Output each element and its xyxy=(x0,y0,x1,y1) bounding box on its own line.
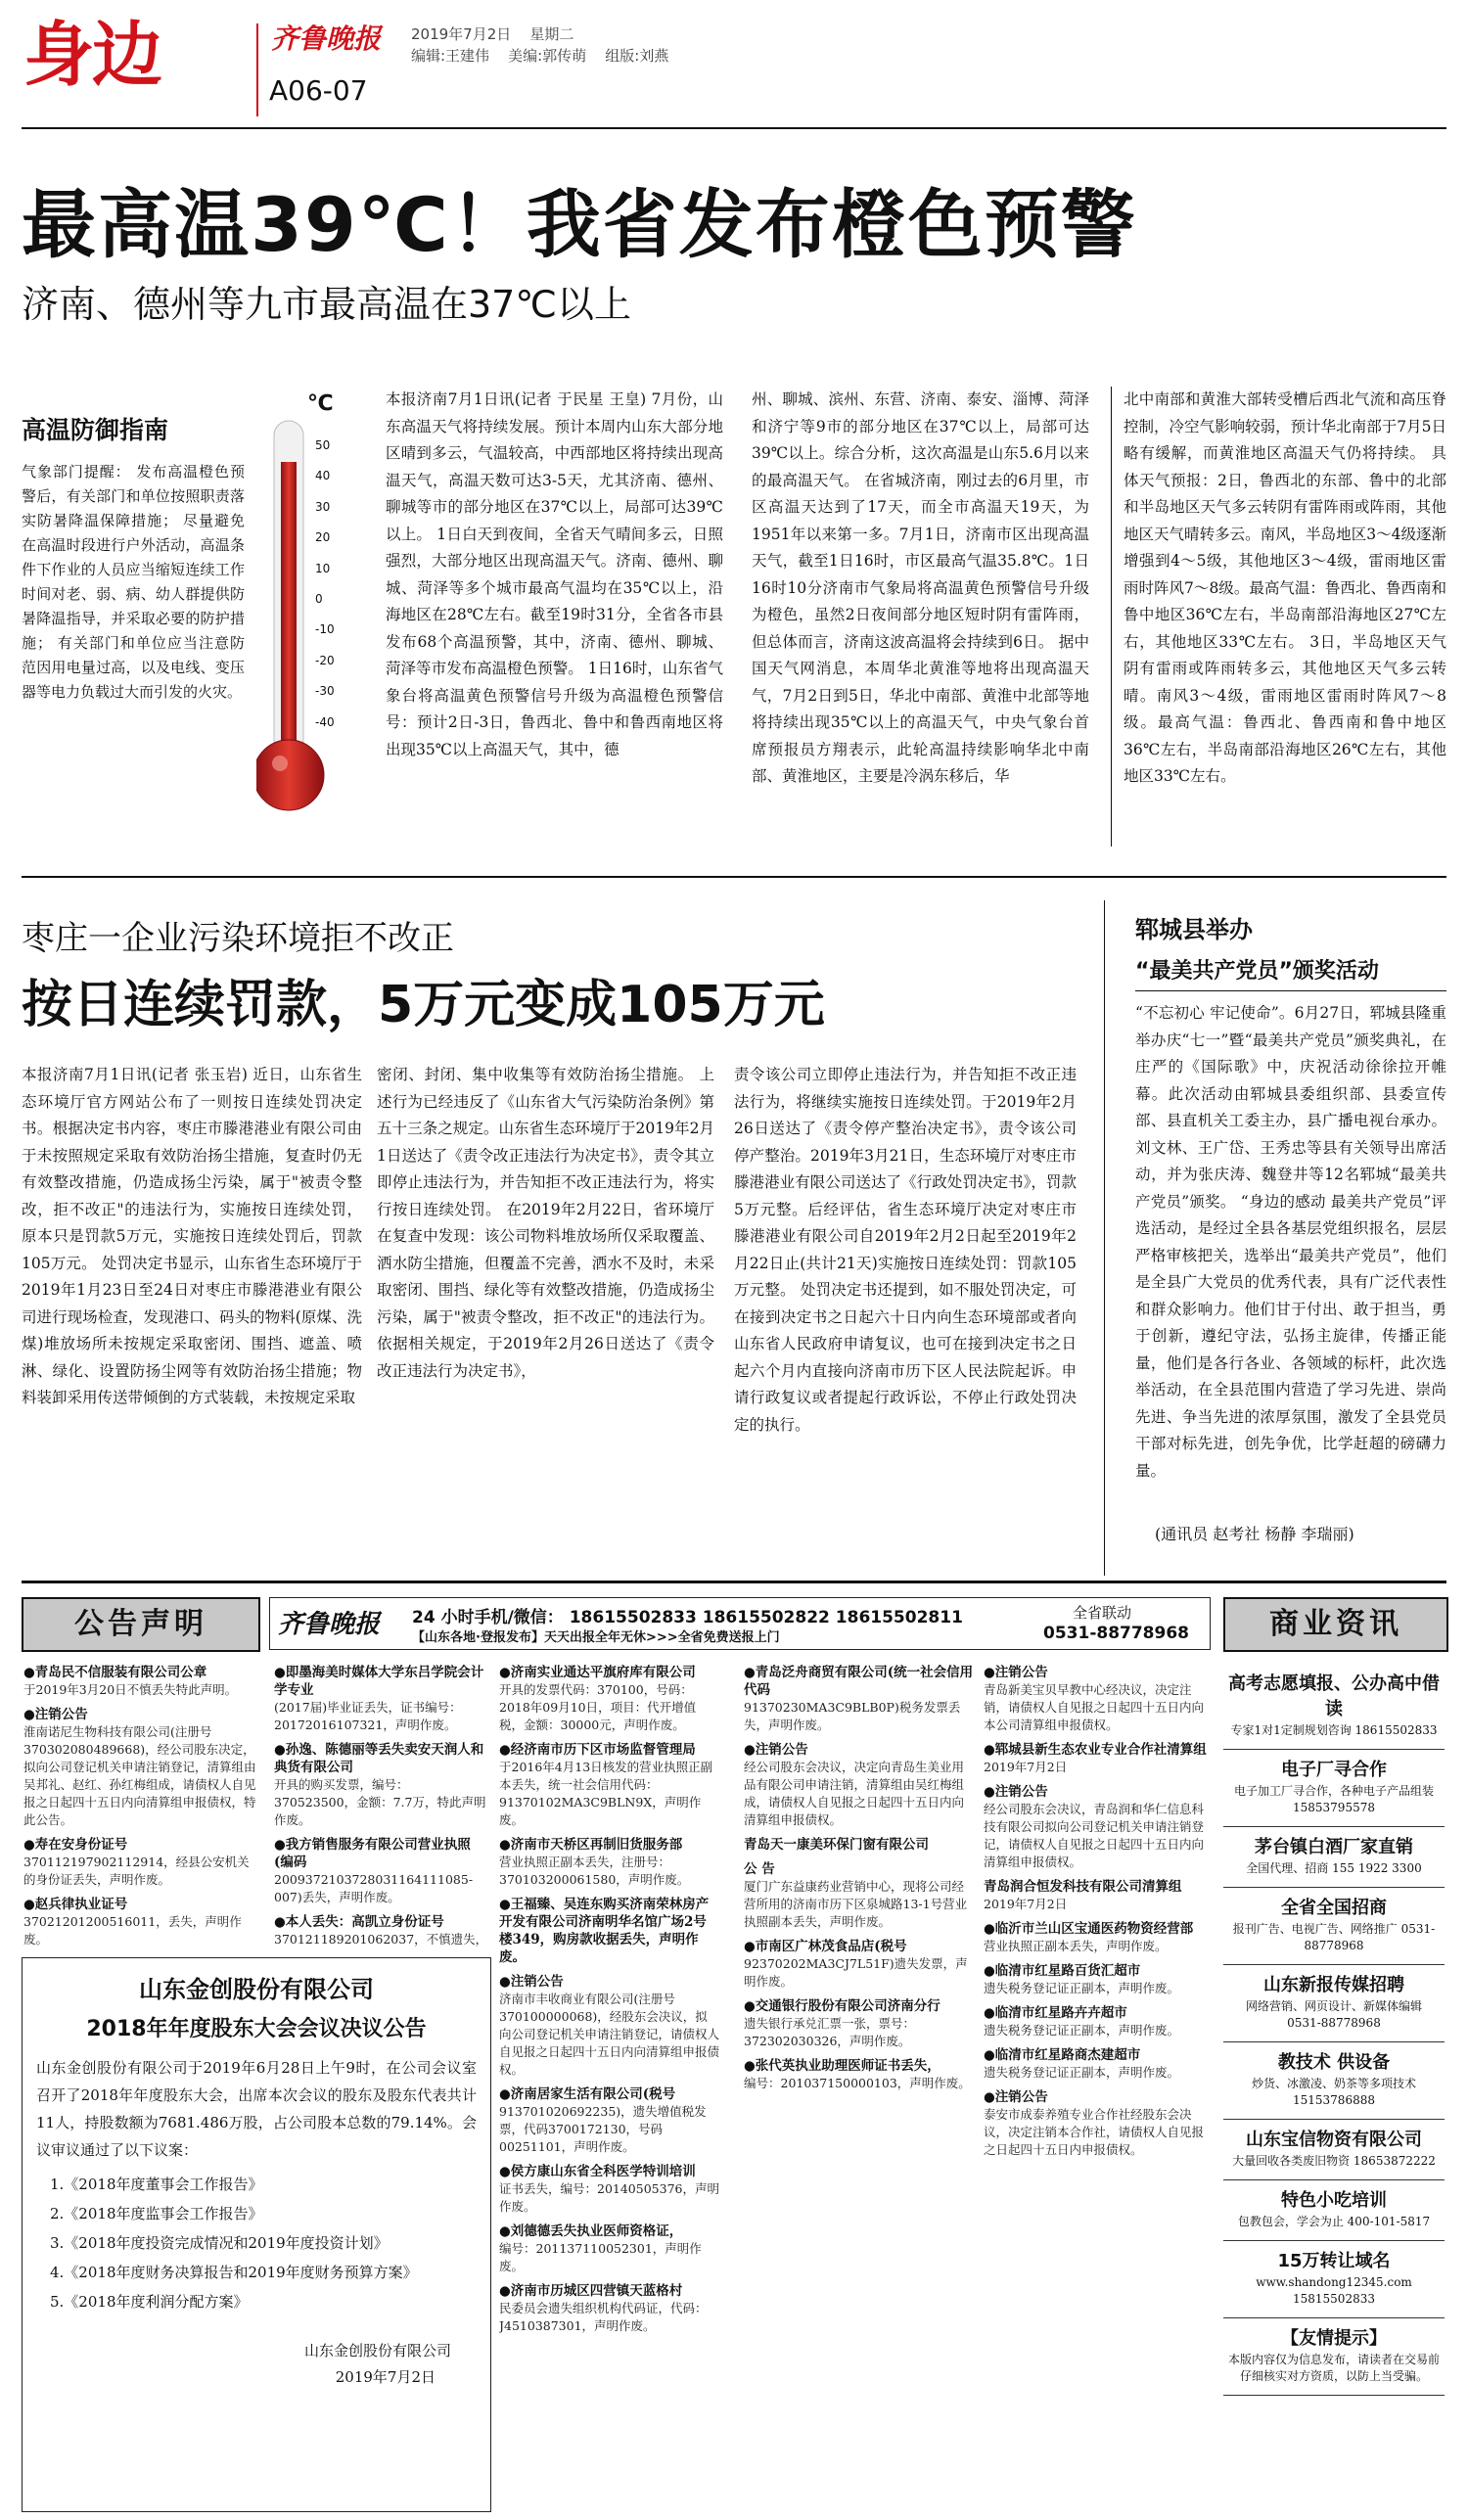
classified-ad-text: 遗失税务登记证正副本，声明作废。 xyxy=(984,2065,1180,2080)
classified-ad-title: ●我方销售服务有限公司营业执照(编码 xyxy=(274,1837,471,1870)
notice-item: 5.《2018年度利润分配方案》 xyxy=(50,2293,249,2311)
business-ad-text: 本版内容仅为信息发布，请读者在交易前仔细核实对方资质，以防上当受骗。 xyxy=(1227,2353,1440,2383)
classified-ad-title: ●注销公告 xyxy=(984,1665,1048,1680)
tick: 20 xyxy=(315,530,331,545)
side-story-rule xyxy=(1135,990,1446,991)
classified-ad-text: 于2016年4月13日核发的营业执照正副本丢失，统一社会信用代码：91370102MA3C9BLN9X，声明作废。 xyxy=(499,1760,713,1827)
business-ad-text: 报刊广告、电视广告、网络推广 0531-88778968 xyxy=(1232,1922,1436,1952)
classified-ad xyxy=(23,1706,258,1829)
classified-ad xyxy=(984,1962,1209,1997)
classified-ad-text: 遗失税务登记证正副本，声明作废。 xyxy=(984,2023,1180,2038)
classified-ad-title: ●郓城县新生态农业专业合作社清算组 xyxy=(984,1742,1207,1758)
classified-ad xyxy=(984,1664,1209,1734)
classified-ad-text: 开具的发票代码：370100，号码：2018年09月10日，项目：代开增值税，金额：30000元，声明作废。 xyxy=(499,1682,697,1732)
notice-signature: 山东金创股份有限公司 xyxy=(303,2342,451,2360)
business-ad-text: 电子加工厂寻合作，各种电子产品组装 15853795578 xyxy=(1233,1784,1434,1814)
story2-kicker: 枣庄一企业污染环境拒不改正 xyxy=(22,919,454,958)
masthead xyxy=(0,0,1468,132)
business-ad-text: 包教包会，学会为止 400-101-5817 xyxy=(1237,2215,1431,2228)
classified-ad-text: 2009372103728031164111085-007)丢失，声明作废。 xyxy=(274,1872,474,1904)
announcement-box-title: 公告声明 xyxy=(22,1597,260,1652)
story2-headline: 按日连续罚款，5万元变成105万元 xyxy=(22,976,825,1034)
classified-ad xyxy=(274,1664,489,1734)
classified-ad xyxy=(984,1783,1209,1871)
classified-ad-title: ●青岛泛舟商贸有限公司(统一社会信用代码 xyxy=(744,1665,974,1698)
classified-ad xyxy=(274,1836,489,1906)
classified-ad xyxy=(499,1973,719,2079)
classified-ad xyxy=(23,1664,258,1699)
classified-ad-title: ●注销公告 xyxy=(984,1784,1048,1800)
classified-ad-title: ●临清市红星路卉卉超市 xyxy=(984,2005,1127,2021)
lead-headline: 最高温39℃！我省发布橙色预警 xyxy=(22,181,1137,268)
business-ad-title: 全省全国招商 xyxy=(1281,1898,1387,1918)
classified-ad-text: 913701020692235)，遗失增值税发票，代码3700172130，号码00251101，声明作废。 xyxy=(499,2104,707,2154)
ads-paper-logo: 齐鲁晚报 xyxy=(278,1610,381,1639)
classified-ad xyxy=(984,2004,1209,2039)
side-story-body: “不忘初心 牢记使命”。6月27日，郓城县隆重举办庆“七一”暨“最美共产党员”颁奖典礼，在庄严的《国际歌》中，庆祝活动徐徐拉开帷幕。此次活动由郓城县委组织部、县委宣传部、县直机关工委主办，县广播电视台承办。刘文林、王广岱、王秀忠等县有关领导出席活动，并为张庆涛、魏登井等12名郓城“最美共产党员”颁奖。 “身边的感动 最美共产党员”评选活动，是经过全县各基层党组织报名，层层严格审核把关，选举出“最美共产党员”，他们是全县广大党员的优秀代表，具有广泛代表性和群众影响力。他们甘于付出、敢于担当，勇于创新，遵纪守法，弘扬主旋律，传播正能量，他们是各行各业、各领域的标杆，此次选举活动，在全县范围内营造了学习先进、崇尚先进、争当先进的浓厚氛围，激发了全县党员干部对标先进，创先争优，比学赶超的磅礴力量。 xyxy=(1135,1004,1446,1480)
lead-col-3: 北中南部和黄淮大部转受槽后西北气流和高压脊控制，冷空气影响较弱，预计华北南部于7月5日略有缓解，而黄淮地区高温天气仍将持续。 具体天气预报：2日，鲁西北的东部、鲁中的北部和半岛地区天气多云转阴有雷阵雨或阵雨，其他地区天气晴转多云。南风，半岛地区3～4级逐渐增强到4～5级，其他地区3～4级，雷雨地区雷雨时阵风7～8级。最高气温：鲁西北、鲁西南和鲁中地区36℃左右，半岛南部沿海地区27℃左右，其他地区33℃左右。 3日，半岛地区天气阴有雷雨或阵雨转多云，其他地区天气多云转晴。南风3～4级，雷雨地区雷雨时阵风7～8级。最高气温：鲁西北、鲁西南和鲁中地区36℃左右，半岛南部沿海地区26℃左右，其他地区33℃左右。 xyxy=(1124,390,1446,785)
ads-top-rule xyxy=(22,1581,1446,1583)
classified-ad-text: 厦门广东益康药业营销中心，现将公司经营所用的济南市历下区泉城路13-1号营业执照副本丢失，声明作废。 xyxy=(744,1879,968,1929)
classified-ad xyxy=(23,1836,258,1889)
classified-ad xyxy=(499,2222,719,2275)
thermometer-illustration xyxy=(256,391,364,822)
classified-ad-title: ●济南市天桥区再制旧货服务部 xyxy=(499,1837,683,1853)
column-divider xyxy=(1104,900,1105,1576)
business-ad-text: 网络营销、网页设计、新媒体编辑 0531-88778968 xyxy=(1245,1999,1422,2030)
classified-ad-title: ●王福臻、吴连东购买济南荣林房产开发有限公司济南明华名馆广场2号楼349，购房款收据丢失，声明作废。 xyxy=(499,1897,710,1965)
business-ad xyxy=(1223,1965,1445,2042)
thermometer-unit: ℃ xyxy=(307,391,334,416)
story2-col-1: 本报济南7月1日讯(记者 张玉岩) 近日，山东省生态环境厅官方网站公布了一则按日连续处罚决定书。根据决定书内容，枣庄市滕港港业有限公司由于未按照规定采取有效防治扬尘措施，复查时仍无有效整改措施，仍造成扬尘污染，属于"被责令整改，拒不改正"的违法行为，实施按日连续处罚，原本只是罚款5万元，实施按日连续处罚后，罚款105万元。 处罚决定书显示，山东省生态环境厅于2019年1月23日至24日对枣庄市滕港港业有限公司进行现场检查，发现港口、码头的物料(原煤、洗煤)堆放场所未按规定采取密闭、围挡、遮盖、喷淋、绿化、设置防扬尘网等有效防治扬尘措施；物料装卸采用传送带倾倒的方式装载，未按规定采取 xyxy=(22,1066,362,1406)
classified-ad-text: 经公司股东会决议，决定向青岛生美业用品有限公司申请注销，清算组由吴红梅组成，请债权人自见报之日起四十五日内向清算组申报债权。 xyxy=(744,1760,965,1827)
classified-ad-title: ●注销公告 xyxy=(984,2089,1048,2105)
business-ad-title: 15万转让域名 xyxy=(1277,2251,1391,2271)
classified-ad xyxy=(499,1896,719,1966)
business-ad xyxy=(1223,1827,1445,1888)
notice-title: 2018年年度股东大会会议决议公告 xyxy=(86,2017,427,2041)
tick: -40 xyxy=(315,714,335,729)
business-ad-text: 全国代理、招商 155 1922 3300 xyxy=(1246,1861,1422,1875)
business-ad xyxy=(1223,2318,1445,2396)
classified-ad-title: ●本人丢失：高凯立身份证号 xyxy=(274,1914,444,1930)
business-ad-title: 茅台镇白酒厂家直销 xyxy=(1255,1837,1413,1857)
classified-ad xyxy=(744,1741,974,1829)
classified-ad-title: ●刘德德丢失执业医师资格证， xyxy=(499,2223,683,2239)
proofreader: 组版:刘燕 xyxy=(605,47,669,65)
classified-ad-text: 编号：201137110052301，声明作废。 xyxy=(499,2241,702,2273)
guide-title: 高温防御指南 xyxy=(22,416,169,444)
classified-ad-text: 370121189201062037，不慎遗失， xyxy=(274,1932,488,1947)
classified-ad-title: 公 告 xyxy=(744,1861,775,1877)
notice-item: 3.《2018年度投资完成情况和2019年度投资计划》 xyxy=(50,2234,389,2252)
side-story-byline: (通讯员 赵考社 杨静 李瑞丽) xyxy=(1155,1525,1354,1543)
classified-ad-title: ●交通银行股份有限公司济南分行 xyxy=(744,1998,940,2014)
business-ad xyxy=(1223,2120,1445,2180)
credits xyxy=(411,45,668,66)
tick: -10 xyxy=(315,622,335,637)
editor: 编辑:王建伟 xyxy=(411,47,490,65)
tick: 40 xyxy=(315,469,331,483)
business-ad xyxy=(1223,1888,1445,1965)
lead-col-2: 州、聊城、滨州、东营、济南、泰安、淄博、菏泽和济宁等9市的部分地区在37℃以上，局部可达39℃以上。综合分析，这次高温是山东5.6月以来的最高温天气。 在省城济南，刚过去的6月里，市区高温天达到了17天，而全市高温天19天，为1951年以来第一多。7月1日，济南市区出现高温天气，截至1日16时，市区最高气温35.8℃。1日16时10分济南市气象局将高温黄色预警信号升级为橙色，虽然2日夜间部分地区短时阴有雷阵雨，但总体而言，济南这波高温将会持续到6日。 据中国天气网消息，本周华北黄淮等地将出现高温天气，7月2日到5日，华北中南部、黄淮中北部等地将持续出现35℃以上的高温天气，中央气象台首席预报员方翔表示，此轮高温持续影响华北中南部、黄淮地区，主要是冷涡东移后，华 xyxy=(752,390,1089,785)
classified-ad-text: 91370230MA3C9BLB0P)税务发票丢失，声明作废。 xyxy=(744,1700,961,1732)
classified-ad-title: ●注销公告 xyxy=(499,1974,564,1990)
ads-column-2 xyxy=(274,1664,489,1947)
classified-ad-text: 泰安市成泰养殖专业合作社经股东会决议，决定注销本合作社，请债权人自见报之日起四十五日内申报债权。 xyxy=(984,2107,1205,2157)
section-rule xyxy=(22,876,1446,878)
classified-ad-text: 编号：201037150000103，声明作废。 xyxy=(744,2076,971,2090)
ads-column-1 xyxy=(23,1664,258,1947)
header-rule xyxy=(22,127,1446,129)
business-ad-text: 炒货、冰激凌、奶茶等多项技术 15153786888 xyxy=(1251,2077,1416,2107)
classified-ad-title: ●济南居家生活有限公司(税号 xyxy=(499,2086,676,2102)
tick: 0 xyxy=(315,592,323,607)
shareholder-notice xyxy=(22,1957,491,2512)
business-ad xyxy=(1223,2180,1445,2241)
story2-col-2: 密闭、封闭、集中收集等有效防治扬尘措施。 上述行为已经违反了《山东省大气污染防治条例》第五十三条之规定。山东省生态环境厅于2019年2月1日送达了《责令改正违法行为决定书》，责令其立即停止违法行为，并告知拒不改正违法行为，将实行按日连续处罚。 在2019年2月22日，省环境厅在复查中发现：该公司物料堆放场所仅采取覆盖、洒水防尘措施，但覆盖不完善，洒水不及时，未采取密闭、围挡、绿化等有效整改措施，仍造成扬尘污染，属于"被责令整改，拒不改正"的违法行为。 依据相关规定，于2019年2月26日送达了《责令改正违法行为决定书》， xyxy=(377,1066,714,1380)
classified-ad xyxy=(984,1920,1209,1955)
ads-phones xyxy=(412,1603,963,1627)
classified-ad-text: 2019年7月2日 xyxy=(984,1897,1068,1911)
business-box-title: 商业资讯 xyxy=(1223,1597,1448,1652)
business-ad-title: 特色小吃培训 xyxy=(1281,2190,1387,2211)
classified-ad-text: 37021201200516011，丢失，声明作废。 xyxy=(23,1914,242,1947)
side-story-kicker: 郓城县举办 xyxy=(1135,916,1253,943)
classified-ad-text: 92370202MA3CJ7L51F)遗失发票，声明作废。 xyxy=(744,1956,968,1989)
classified-ad-text: 遗失银行承兑汇票一张，票号：372302030326，声明作废。 xyxy=(744,2016,916,2048)
business-ad xyxy=(1223,2042,1445,2120)
hotline-label: 全省联动 xyxy=(1073,1604,1132,1622)
lead-subhead: 济南、德州等九市最高温在37℃以上 xyxy=(22,283,632,326)
classified-ad-title: ●注销公告 xyxy=(23,1707,88,1722)
classified-ad-title: ●临清市红星路商杰建超市 xyxy=(984,2047,1141,2063)
thermometer-icon xyxy=(256,391,364,822)
classified-ad-title: ●济南实业通达平旗府库有限公司 xyxy=(499,1665,696,1680)
section-name: 身边 xyxy=(23,14,161,96)
classified-ad-title: ●孙逸、陈德丽等丢失卖安天润人和典货有限公司 xyxy=(274,1742,484,1775)
classified-ad-title: ●赵兵律执业证号 xyxy=(23,1897,128,1912)
classified-ad-title: ●寿在安身份证号 xyxy=(23,1837,128,1853)
classified-ad-text: 2019年7月2日 xyxy=(984,1760,1068,1774)
ads-slogan: 【山东各地·登报发布】天天出报全年无休>>>全省免费送报上门 xyxy=(412,1630,780,1645)
guide-body: 气象部门提醒： 发布高温橙色预警后，有关部门和单位按照职责落实防暑降温保障措施； 尽量避免在高温时段进行户外活动，高温条件下作业的人员应当缩短连续工作时间对老、弱、病、幼人群提供防暑降温指导，并采取必要的防护措施； 有关部门和单位应当注意防范因用电量过高，以及电线、变压器等电力负载过大而引发的火灾。 xyxy=(22,463,245,701)
classified-ad xyxy=(984,1878,1209,1913)
classified-ad xyxy=(744,1836,974,1854)
classified-ad-title: 青岛润合恒发科技有限公司清算组 xyxy=(984,1879,1182,1895)
classified-ad-title: 青岛天一康美环保门窗有限公司 xyxy=(744,1837,929,1853)
paper-logo: 齐鲁晚报 xyxy=(271,23,382,55)
classified-ad-text: 370112197902112914，经县公安机关的身份证丢失，声明作废。 xyxy=(23,1855,250,1887)
business-ad-text: 大量回收各类废旧物资 18653872222 xyxy=(1232,2154,1436,2168)
classified-ad xyxy=(744,2057,974,2092)
classified-ad xyxy=(23,1896,258,1947)
story2-col-3: 责令该公司立即停止违法行为，并告知拒不改正违法行为，将继续实施按日连续处罚。于2019年2月26日送达了《责令停产整治决定书》，责令该公司停产整治。2019年3月21日，生态环境厅对枣庄市滕港港业有限公司送达了《行政处罚决定书》，罚款5万元整。后经评估，省生态环境厅决定对枣庄市滕港港业有限公司自2019年2月2日起至2019年2月22日止(共计21天)实施按日连续处罚：罚款105万元整。 处罚决定书还提到，如不服处罚决定，可在接到决定书之日起六十日内向生态环境部或者向山东省人民政府申请复议，也可在接到决定书之日起六个月内直接向济南市历下区人民法院起诉。申请行政复议或者提起行政诉讼，不停止行政处罚决定的执行。 xyxy=(734,1066,1077,1434)
classified-ad-text: 证书丢失，编号：20140505376，声明作废。 xyxy=(499,2181,719,2214)
notice-items xyxy=(50,2170,463,2316)
business-ad-title: 山东宝信物资有限公司 xyxy=(1246,2130,1422,2150)
classified-ad-title: ●青岛民不信服装有限公司公章 xyxy=(23,1665,207,1680)
tick: 10 xyxy=(315,561,331,575)
classified-ad xyxy=(744,1664,974,1734)
ads-banner xyxy=(269,1597,1211,1650)
classified-ad-text: 营业执照正副本丢失，注册号：370103200061580，声明作废。 xyxy=(499,1855,690,1887)
classified-ad-text: 青岛新美宝贝早教中心经决议，决定注销，请债权人自见报之日起四十五日内向本公司清算组申报债权。 xyxy=(984,1682,1205,1732)
classified-ad-text: 于2019年3月20日不慎丢失特此声明。 xyxy=(23,1682,238,1697)
classified-ad-text: 济南市丰收商业有限公司(注册号370100000068)，经股东会决议，拟向公司登记机关申请注销登记，请债权人自见报之日起四十五日内向清算组申报债权。 xyxy=(499,1992,719,2077)
ads-column-5 xyxy=(984,1664,1209,2505)
classified-ad xyxy=(499,1836,719,1889)
classified-ad-title: ●市南区广林茂食品店(税号 xyxy=(744,1939,907,1954)
classified-ad xyxy=(984,2088,1209,2159)
classified-ad-text: (2017届)毕业证丢失，证书编号：20172016107321，声明作废。 xyxy=(274,1700,462,1732)
hotline-number: 0531-88778968 xyxy=(1043,1624,1189,1643)
classified-ad-text: 淮南诺尼生物科技有限公司(注册号370302080489668)，经公司股东决定，拟向公司登记机关申请注销登记，清算组由吴邦礼、赵红、孙红梅组成，请债权人自见报之日起四十五日内向清算组申报债权，特此公告。 xyxy=(23,1724,256,1827)
phone-label: 24 小时手机/微信： xyxy=(412,1608,564,1627)
phone-numbers: 18615502833 18615502822 18615502811 xyxy=(569,1608,963,1627)
business-ad xyxy=(1223,2241,1445,2318)
business-ad-title: 【友情提示】 xyxy=(1281,2328,1387,2349)
classified-ad-text: 营业执照正副本丢失，声明作废。 xyxy=(984,1939,1168,1953)
classified-ad-title: ●临清市红星路百货汇超市 xyxy=(984,1963,1141,1979)
ads-right-column xyxy=(1223,1664,1445,2505)
classified-ad xyxy=(499,1741,719,1829)
side-story-headline: “最美共产党员”颁奖活动 xyxy=(1135,959,1379,984)
classified-ad-title: ●临沂市兰山区宝通医药物资经营部 xyxy=(984,1921,1194,1937)
classified-ad xyxy=(499,2163,719,2216)
classified-ad xyxy=(744,1938,974,1991)
thermometer-scale xyxy=(315,431,335,738)
classified-ad-text: 民委员会遗失组织机构代码证，代码：J4510387301，声明作废。 xyxy=(499,2301,708,2333)
notice-item: 2.《2018年度监事会工作报告》 xyxy=(50,2205,263,2222)
ads-column-3 xyxy=(499,1664,719,2505)
notice-item: 1.《2018年度董事会工作报告》 xyxy=(50,2176,263,2193)
date: 2019年7月2日 xyxy=(411,25,512,43)
classified-ad xyxy=(744,1860,974,1931)
business-ad-title: 教技术 供设备 xyxy=(1277,2052,1391,2073)
business-ad-text: www.shandong12345.com 15815502833 xyxy=(1256,2275,1412,2306)
lead-col-1: 本报济南7月1日讯(记者 于民星 王皇) 7月份，山东高温天气将持续发展。预计本周内山东大部分地区晴到多云，气温较高，中西部地区将持续出现高温天气，高温天数可达3-5天，尤其济南、德州、聊城等市的部分地区在37℃以上，局部可达39℃以上。 1日白天到夜间，全省天气晴间多云，日照强烈，大部分地区出现高温天气。济南、德州、聊城、菏泽等多个城市最高气温均在35℃以上，沿海地区在28℃左右。截至19时31分，全省各市县发布68个高温预警，其中，济南、德州、聊城、菏泽等市发布高温橙色预警。 1日16时，山东省气象台将高温黄色预警信号升级为高温橙色预警信号：预计2日-3日，鲁西北、鲁中和鲁西南地区将出现35℃以上高温天气，其中，德 xyxy=(386,390,723,758)
classified-ad xyxy=(984,2046,1209,2082)
classified-ad xyxy=(984,1741,1209,1776)
business-ad-title: 高考志愿填报、公办高中借读 xyxy=(1228,1673,1440,1719)
issue-date xyxy=(411,23,573,44)
classified-ad xyxy=(744,1997,974,2050)
classified-ad-title: ●即墨海美时媒体大学东吕学院会计学专业 xyxy=(274,1665,484,1698)
notice-item: 4.《2018年度财务决算报告和2019年度财务预算方案》 xyxy=(50,2264,418,2281)
tick: -30 xyxy=(315,684,335,699)
classified-ad xyxy=(274,1741,489,1829)
classified-ad xyxy=(499,2085,719,2156)
classified-ad xyxy=(274,1913,489,1947)
tick: 50 xyxy=(315,438,331,452)
classified-ad-text: 开具的购买发票，编号：370523500，金额：7.7万，特此声明作废。 xyxy=(274,1777,486,1827)
notice-company: 山东金创股份有限公司 xyxy=(139,1976,374,2003)
business-ad-title: 山东新报传媒招聘 xyxy=(1263,1975,1404,1995)
weekday: 星期二 xyxy=(529,25,574,43)
classified-ad-text: 遗失税务登记证正副本，声明作废。 xyxy=(984,1981,1180,1995)
classified-ad-title: ●张代英执业助理医师证书丢失， xyxy=(744,2058,940,2074)
tick: -20 xyxy=(315,653,335,667)
classified-ad xyxy=(499,2282,719,2335)
column-divider xyxy=(1111,387,1112,847)
business-ad xyxy=(1223,1664,1445,1750)
classified-ad-title: ●注销公告 xyxy=(744,1742,808,1758)
classified-ad-title: ●济南市历城区四营镇天蓝格村 xyxy=(499,2283,683,2299)
section-divider xyxy=(256,23,258,116)
ads-column-4 xyxy=(744,1664,974,2505)
classified-ad-title: ●经济南市历下区市场监督管理局 xyxy=(499,1742,696,1758)
classified-ad xyxy=(499,1664,719,1734)
notice-intro: 山东金创股份有限公司于2019年6月28日上午9时，在公司会议室召开了2018年年度股东大会，出席本次会议的股东及股东代表共计11人，持股数额为7681.486万股，占公司股本总数的79.14%。会议审议通过了以下议案： xyxy=(36,2059,477,2159)
tick: 30 xyxy=(315,499,331,514)
business-ad xyxy=(1223,1750,1445,1827)
business-ad-title: 电子厂寻合作 xyxy=(1281,1760,1387,1780)
notice-date: 2019年7月2日 xyxy=(335,2368,436,2386)
designer: 美编:郭传萌 xyxy=(508,47,587,65)
page-number: A06-07 xyxy=(269,74,368,107)
business-ad-text: 专家1对1定制规划咨询 18615502833 xyxy=(1230,1723,1438,1737)
classified-ad-text: 经公司股东会决议，青岛润和华仁信息科技有限公司拟向公司登记机关申请注销登记，请债权人自见报之日起四十五日内向清算组申报债权。 xyxy=(984,1802,1205,1869)
classified-ad-title: ●侯方康山东省全科医学特训培训 xyxy=(499,2164,696,2179)
